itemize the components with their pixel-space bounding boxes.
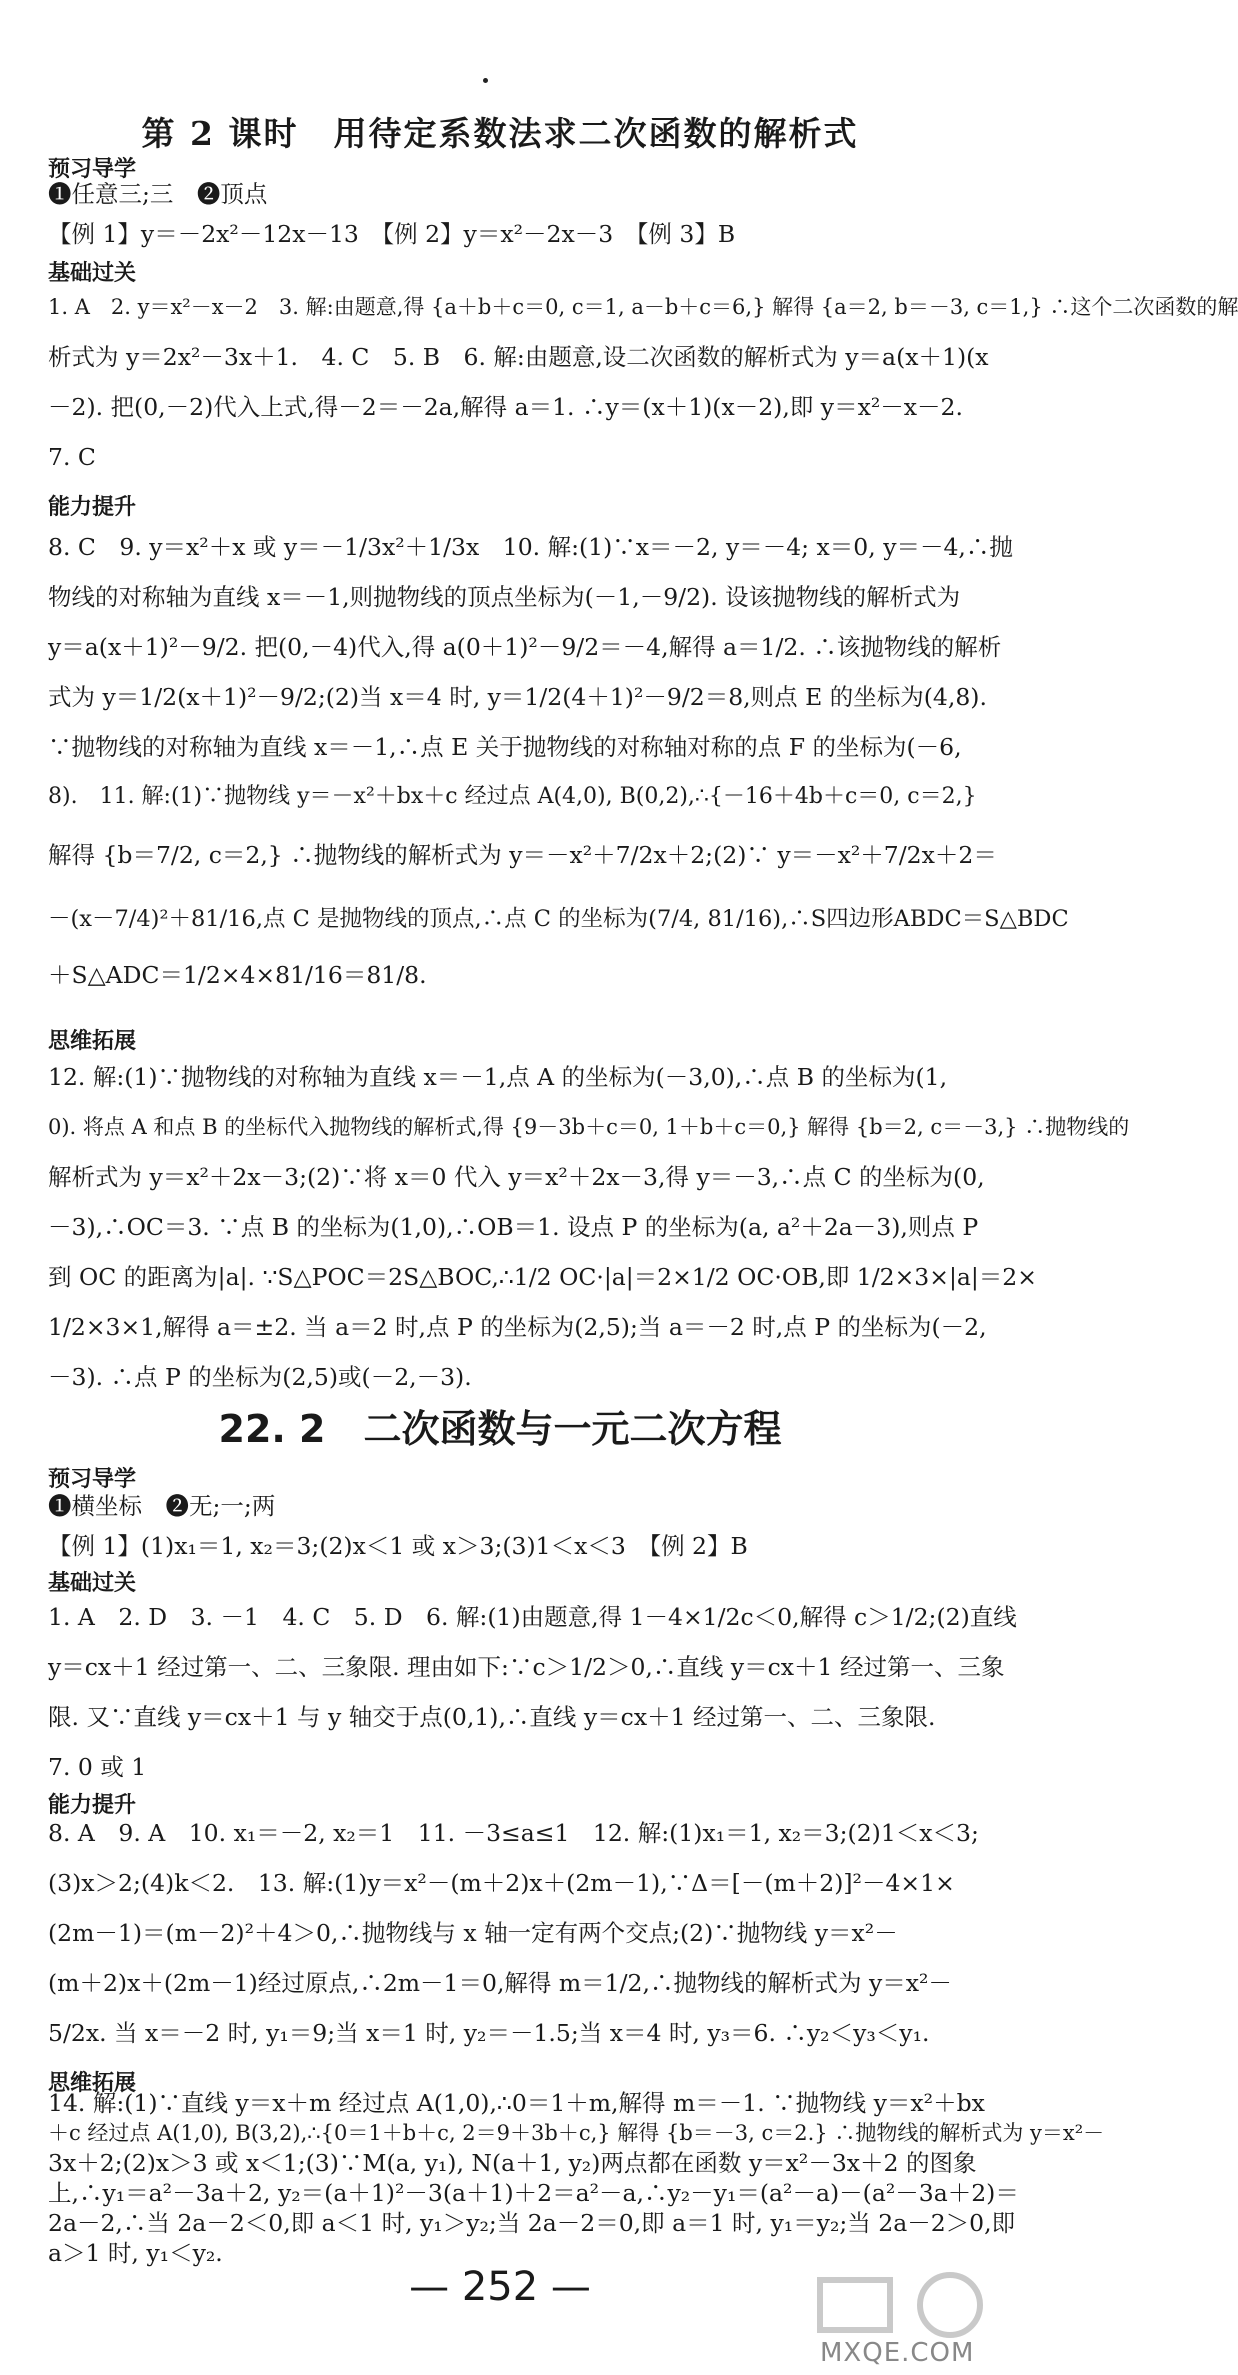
text-line: 12. 解:(1)∵抛物线的对称轴为直线 x＝－1,点 A 的坐标为(－3,0),∴点 B 的坐标为(1, (48, 1063, 948, 1091)
text-line: a＞1 时, y₁＜y₂. (48, 2239, 223, 2267)
ability-content-2 (48, 1808, 988, 2058)
text-line: 到 OC 的距离为|a|. ∵S△POC＝2S△BOC,∴1/2 OC·|a|＝2×1/2 OC·OB,即 1/2×3×|a|＝2× (48, 1263, 1037, 1291)
decorative-dot (483, 78, 488, 83)
text-line: 3x＋2;(2)x＞3 或 x＜1;(3)∵M(a, y₁), N(a＋1, y₂)两点都在函数 y＝x²－3x＋2 的图象 (48, 2149, 977, 2177)
text-line: 解析式为 y＝x²＋2x－3;(2)∵将 x＝0 代入 y＝x²＋2x－3,得 y＝－3,∴点 C 的坐标为(0, (48, 1163, 985, 1191)
text-line: 5/2x. 当 x＝－2 时, y₁＝9;当 x＝1 时, y₂＝－1.5;当 x＝4 时, y₃＝6. ∴y₂＜y₃＜y₁. (48, 2019, 930, 2047)
page-number: — 252 — (409, 2264, 591, 2310)
text-line: 8). 11. 解:(1)∵抛物线 y＝－x²＋bx＋c 经过点 A(4,0), B(0,2),∴{－16＋4b＋c＝0, c＝2,} (48, 784, 977, 809)
text-line: 14. 解:(1)∵直线 y＝x＋m 经过点 A(1,0),∴0＝1＋m,解得 m＝－1. ∵抛物线 y＝x²＋bx (48, 2089, 985, 2117)
text-line: 【例 1】(1)x₁＝1, x₂＝3;(2)x＜1 或 x＞3;(3)1＜x＜3 【例 2】B (48, 1532, 748, 1560)
think-heading-1: 思维拓展 (48, 1029, 137, 1054)
think-heading-2: 思维拓展 (48, 2071, 137, 2096)
preview-content-2 (48, 1486, 988, 1566)
text-line: －3),∴OC＝3. ∵点 B 的坐标为(1,0),∴OB＝1. 设点 P 的坐标为(a, a²＋2a－3),则点 P (48, 1213, 979, 1241)
text-line: (3)x＞2;(4)k＜2. 13. 解:(1)y＝x²－(m＋2)x＋(2m－1),∵Δ＝[－(m＋2)]²－4×1× (48, 1869, 955, 1897)
basic-content-1 (48, 282, 1238, 482)
basic-heading-1: 基础过关 (48, 261, 137, 286)
watermark-text: MXQE.COM (820, 2338, 975, 2368)
text-line: y＝a(x＋1)²－9/2. 把(0,－4)代入,得 a(0＋1)²－9/2＝－4,解得 a＝1/2. ∴该抛物线的解析 (48, 633, 1002, 661)
preview-content-1 (48, 174, 988, 254)
text-line: 7. C (48, 443, 96, 471)
text-line: －3). ∴点 P 的坐标为(2,5)或(－2,－3). (48, 1363, 472, 1391)
text-line: ∵抛物线的对称轴为直线 x＝－1,∴点 E 关于抛物线的对称轴对称的点 F 的坐标为(－6, (48, 733, 962, 761)
basic-heading-2: 基础过关 (48, 1571, 137, 1596)
text-line: 1. A 2. y＝x²－x－2 3. 解:由题意,得 {a＋b＋c＝0, c＝1, a－b＋c＝6,} 解得 {a＝2, b＝－3, c＝1,} ∴这个二次函数的解 (48, 295, 1238, 319)
text-line: 1/2×3×1,解得 a＝±2. 当 a＝2 时,点 P 的坐标为(2,5);当 a＝－2 时,点 P 的坐标为(－2, (48, 1313, 987, 1341)
text-line: 析式为 y＝2x²－3x＋1. 4. C 5. B 6. 解:由题意,设二次函数的解析式为 y＝a(x＋1)(x (48, 343, 989, 371)
ability-heading-1: 能力提升 (48, 495, 137, 520)
text-line: 物线的对称轴为直线 x＝－1,则抛物线的顶点坐标为(－1,－9/2). 设该抛物线的解析式为 (48, 583, 961, 611)
think-content-1 (48, 1052, 1130, 1402)
lesson-title: 第 2 课时 用待定系数法求二次函数的解析式 (141, 114, 859, 153)
preview-heading-1: 预习导学 (48, 157, 137, 182)
ability-heading-2: 能力提升 (48, 1793, 137, 1818)
text-line: 2a－2,∴当 2a－2＜0,即 a＜1 时, y₁＞y₂;当 2a－2＝0,即 a＝1 时, y₁＝y₂;当 2a－2＞0,即 (48, 2209, 1016, 2237)
text-line: 上,∴y₁＝a²－3a＋2, y₂＝(a＋1)²－3(a＋1)＋2＝a²－a,∴y₂－y₁＝(a²－a)－(a²－3a＋2)＝ (48, 2179, 1019, 2207)
text-line: 式为 y＝1/2(x＋1)²－9/2;(2)当 x＝4 时, y＝1/2(4＋1)²－9/2＝8,则点 E 的坐标为(4,8). (48, 683, 987, 711)
text-line: ❶任意三;三 ❷顶点 (48, 180, 268, 208)
text-line: (2m－1)＝(m－2)²＋4＞0,∴抛物线与 x 轴一定有两个交点;(2)∵抛物线 y＝x²－ (48, 1919, 898, 1947)
text-line: 1. A 2. D 3. －1 4. C 5. D 6. 解:(1)由题意,得 1－4×1/2c＜0,解得 c＞1/2;(2)直线 (48, 1603, 1017, 1631)
text-line: ❶横坐标 ❷无;一;两 (48, 1492, 276, 1520)
preview-heading-2: 预习导学 (48, 1467, 137, 1492)
text-line: y＝cx＋1 经过第一、二、三象限. 理由如下:∵c＞1/2＞0,∴直线 y＝cx＋1 经过第一、三象 (48, 1653, 1005, 1681)
text-line: －(x－7/4)²＋81/16,点 C 是抛物线的顶点,∴点 C 的坐标为(7/4, 81/16),∴S四边形ABDC＝S△BDC (48, 906, 1069, 932)
text-line: 8. A 9. A 10. x₁＝－2, x₂＝1 11. －3≤a≤1 12. 解:(1)x₁＝1, x₂＝3;(2)1＜x＜3; (48, 1819, 979, 1847)
text-line: 8. C 9. y＝x²＋x 或 y＝－1/3x²＋1/3x 10. 解:(1)∵x＝－2, y＝－4; x＝0, y＝－4,∴抛 (48, 533, 1013, 561)
section-title: 22. 2 二次函数与一元二次方程 (218, 1407, 782, 1451)
text-line: (m＋2)x＋(2m－1)经过原点,∴2m－1＝0,解得 m＝1/2,∴抛物线的解析式为 y＝x²－ (48, 1969, 952, 1997)
text-line: 解得 {b＝7/2, c＝2,} ∴抛物线的解析式为 y＝－x²＋7/2x＋2;(2)∵ y＝－x²＋7/2x＋2＝ (48, 841, 997, 869)
text-line: 【例 1】y＝－2x²－12x－13 【例 2】y＝x²－2x－3 【例 3】B (48, 220, 736, 248)
text-line: ＋S△ADC＝1/2×4×81/16＝81/8. (48, 961, 427, 989)
think-content-2 (48, 2088, 1105, 2268)
text-line: ＋c 经过点 A(1,0), B(3,2),∴{0＝1＋b＋c, 2＝9＋3b＋c,} 解得 {b＝－3, c＝2.} ∴抛物线的解析式为 y＝x²－ (48, 2121, 1105, 2145)
text-line: 0). 将点 A 和点 B 的坐标代入抛物线的解析式,得 {9－3b＋c＝0, 1＋b＋c＝0,} 解得 {b＝2, c＝－3,} ∴抛物线的 (48, 1115, 1130, 1139)
text-line: 7. 0 或 1 (48, 1753, 147, 1781)
text-line: －2). 把(0,－2)代入上式,得－2＝－2a,解得 a＝1. ∴y＝(x＋1)(x－2),即 y＝x²－x－2. (48, 393, 963, 421)
basic-content-2 (48, 1592, 1017, 1792)
text-line: 限. 又∵直线 y＝cx＋1 与 y 轴交于点(0,1),∴直线 y＝cx＋1 经过第一、二、三象限. (48, 1703, 936, 1731)
ability-content-1 (48, 522, 1069, 1000)
